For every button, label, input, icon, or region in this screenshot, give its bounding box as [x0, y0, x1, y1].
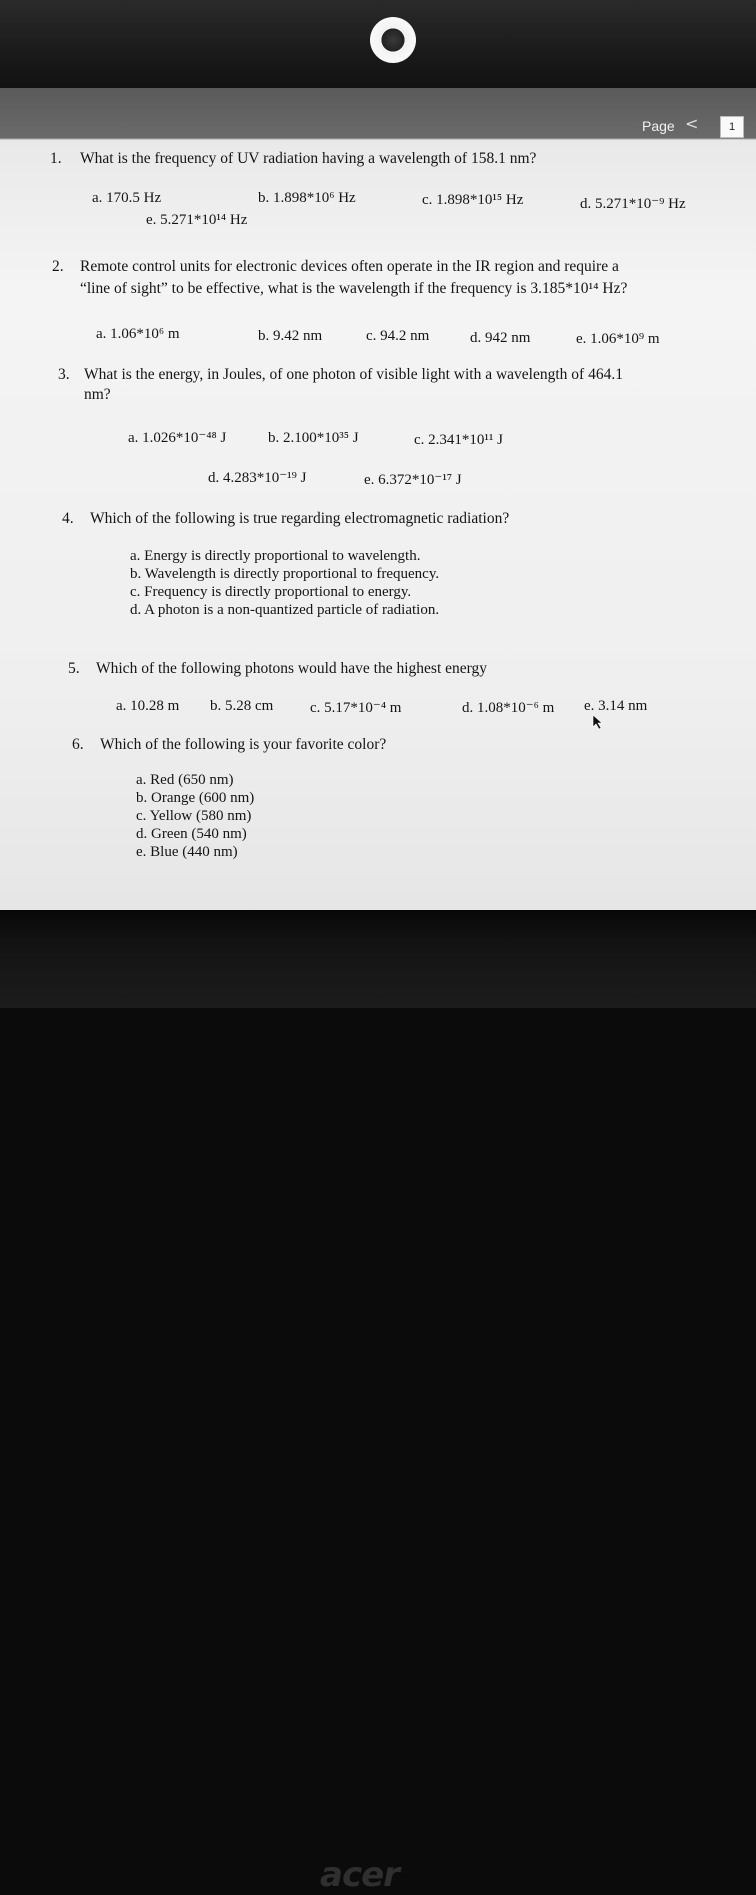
answer-option: e. 1.06*10⁹ m [576, 331, 660, 347]
answer-option: e. Blue (440 nm) [136, 844, 238, 860]
page-label: Page [642, 118, 675, 134]
question-text: Which of the following is your favorite color? [100, 736, 387, 753]
question-text: What is the frequency of UV radiation having a wavelength of 158.1 nm? [80, 150, 537, 167]
answer-option: b. Wavelength is directly proportional to frequency. [130, 566, 440, 582]
answer-option: b. 1.898*10⁶ Hz [258, 190, 356, 206]
answer-option: c. Yellow (580 nm) [136, 808, 252, 824]
question-text: Remote control units for electronic devices often operate in the IR region and require a [80, 258, 619, 275]
answer-option: d. 942 nm [470, 330, 531, 346]
question-text: nm? [84, 386, 111, 403]
webcam [370, 17, 416, 63]
answer-option: a. Red (650 nm) [136, 772, 234, 788]
answer-option: b. 5.28 cm [210, 698, 274, 714]
question-number: 5. [68, 660, 80, 677]
answer-option: c. 5.17*10⁻⁴ m [310, 700, 402, 716]
answer-option: a. 10.28 m [116, 698, 180, 714]
question-number: 3. [58, 366, 70, 383]
answer-option: b. 9.42 nm [258, 328, 323, 344]
answer-option: a. 1.06*10⁶ m [96, 326, 180, 342]
answer-option: e. 5.271*10¹⁴ Hz [146, 212, 248, 228]
question-text: Which of the following photons would have the highest energy [96, 660, 488, 677]
answer-option: d. A photon is a non-quantized particle of radiation. [130, 602, 440, 618]
answer-option: b. 2.100*10³⁵ J [268, 430, 359, 446]
answer-option: c. 1.898*10¹⁵ Hz [422, 192, 524, 208]
laptop-bottom-bezel [0, 910, 756, 1895]
answer-option: d. Green (540 nm) [136, 826, 247, 842]
answer-option: d. 1.08*10⁻⁶ m [462, 700, 555, 716]
question-number: 4. [62, 510, 74, 527]
question-number: 2. [52, 258, 64, 275]
answer-option: d. 5.271*10⁻⁹ Hz [580, 196, 686, 212]
question-number: 1. [50, 150, 62, 167]
previous-page-button[interactable]: < [685, 114, 699, 133]
answer-option: e. 3.14 nm [584, 698, 648, 714]
question-text: What is the energy, in Joules, of one photon of visible light with a wavelength of 464.1 [84, 366, 623, 383]
mouse-cursor-icon [592, 714, 604, 730]
question-text: Which of the following is true regarding electromagnetic radiation? [90, 510, 510, 527]
answer-option: e. 6.372*10⁻¹⁷ J [364, 472, 462, 488]
question-text: “line of sight” to be effective, what is the wavelength if the frequency is 3.185*10¹⁴ Hz? [80, 280, 628, 297]
answer-option: a. 1.026*10⁻⁴⁸ J [128, 430, 227, 446]
answer-option: c. Frequency is directly proportional to energy. [130, 584, 412, 600]
viewer-toolbar [0, 88, 756, 138]
answer-option: b. Orange (600 nm) [136, 790, 255, 806]
answer-option: c. 2.341*10¹¹ J [414, 432, 503, 448]
pdf-viewer-screen [0, 88, 756, 910]
question-number: 6. [72, 736, 84, 753]
answer-option: a. Energy is directly proportional to wavelength. [130, 548, 421, 564]
answer-option: c. 94.2 nm [366, 328, 430, 344]
answer-option: d. 4.283*10⁻¹⁹ J [208, 470, 307, 486]
laptop-top-bezel [0, 0, 756, 90]
answer-option: a. 170.5 Hz [92, 190, 162, 206]
page-number-input[interactable]: 1 [720, 116, 744, 138]
brand-logo: acer [320, 1855, 399, 1895]
document-page [0, 138, 756, 910]
